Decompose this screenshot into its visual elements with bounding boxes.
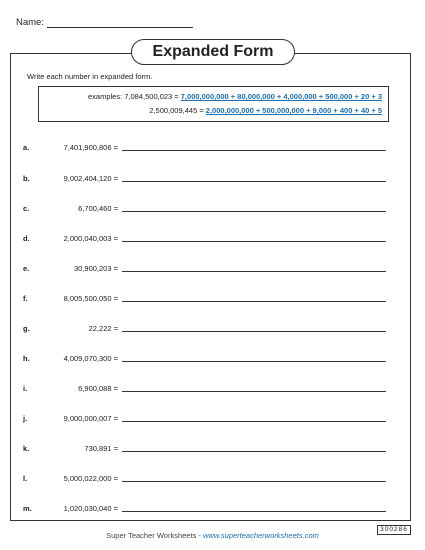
answer-line[interactable]: [122, 391, 386, 392]
answer-line[interactable]: [122, 150, 386, 151]
example-row: [149, 106, 382, 115]
example-box: [38, 86, 389, 122]
name-label: Name:: [16, 17, 44, 28]
example-prefix: 2,500,009,445 =: [149, 106, 206, 115]
problem-number: 6,700,460 =: [78, 204, 118, 213]
instruction-text: Write each number in expanded form.: [27, 72, 153, 81]
problem-letter: m.: [23, 504, 32, 513]
problem-row: [23, 502, 386, 514]
problem-number: 2,000,040,003 =: [63, 234, 118, 243]
problem-number: 4,009,070,300 =: [63, 354, 118, 363]
problem-row: [23, 322, 386, 334]
problem-letter: j.: [23, 414, 28, 423]
footer: [0, 531, 425, 540]
example-answer: 2,000,000,000 + 500,000,000 + 9,000 + 400 + 40 + 5: [205, 106, 382, 115]
problem-letter: b.: [23, 174, 30, 183]
example-answer: 7,000,000,000 + 80,000,000 + 4,000,000 + 500,000 + 20 + 3: [180, 92, 382, 101]
problem-number: 30,900,203 =: [73, 264, 118, 273]
answer-line[interactable]: [122, 361, 386, 362]
problem-number: 9,002,404,120 =: [63, 174, 118, 183]
problem-row: [23, 382, 386, 394]
name-row: [16, 17, 193, 28]
example-row: [88, 92, 382, 101]
answer-line[interactable]: [122, 271, 386, 272]
problem-row: [23, 202, 386, 214]
problem-row: [23, 232, 386, 244]
answer-line[interactable]: [122, 211, 386, 212]
problem-letter: c.: [23, 204, 30, 213]
problem-letter: a.: [23, 143, 30, 152]
answer-line[interactable]: [122, 301, 386, 302]
problem-number: 1,020,030,040 =: [63, 504, 118, 513]
problem-letter: i.: [23, 384, 28, 393]
answer-line[interactable]: [122, 481, 386, 482]
problem-letter: g.: [23, 324, 30, 333]
problem-row: [23, 141, 386, 153]
problem-number: 22,222 =: [88, 324, 118, 333]
answer-line[interactable]: [122, 331, 386, 332]
answer-line[interactable]: [122, 421, 386, 422]
problem-row: [23, 172, 386, 184]
problem-row: [23, 292, 386, 304]
answer-line[interactable]: [122, 241, 386, 242]
problem-number: 8,005,500,050 =: [63, 294, 118, 303]
example-prefix: examples: 7,084,500,023 =: [87, 92, 181, 101]
problem-row: [23, 262, 386, 274]
footer-url[interactable]: www.superteacherworksheets.com: [202, 531, 319, 540]
problem-letter: f.: [23, 294, 28, 303]
problem-letter: d.: [23, 234, 30, 243]
problem-number: 9,000,000,007 =: [63, 414, 118, 423]
problem-letter: e.: [23, 264, 30, 273]
answer-line[interactable]: [122, 451, 386, 452]
footer-brand: Super Teacher Worksheets -: [106, 531, 203, 540]
problem-row: [23, 352, 386, 364]
problem-number: 730,891 =: [84, 444, 118, 453]
problem-letter: h.: [23, 354, 30, 363]
answer-line[interactable]: [122, 511, 386, 512]
problem-row: [23, 472, 386, 484]
problem-letter: l.: [23, 474, 28, 483]
page-title: Expanded Form: [131, 39, 295, 65]
name-line[interactable]: [47, 18, 193, 28]
worksheet-code: 300286: [377, 525, 411, 535]
problem-number: 5,000,022,000 =: [63, 474, 118, 483]
problem-row: [23, 412, 386, 424]
problem-number: 7,401,900,806 =: [63, 143, 118, 152]
problem-letter: k.: [23, 444, 30, 453]
problem-row: [23, 442, 386, 454]
answer-line[interactable]: [122, 181, 386, 182]
problem-number: 6,900,088 =: [78, 384, 118, 393]
